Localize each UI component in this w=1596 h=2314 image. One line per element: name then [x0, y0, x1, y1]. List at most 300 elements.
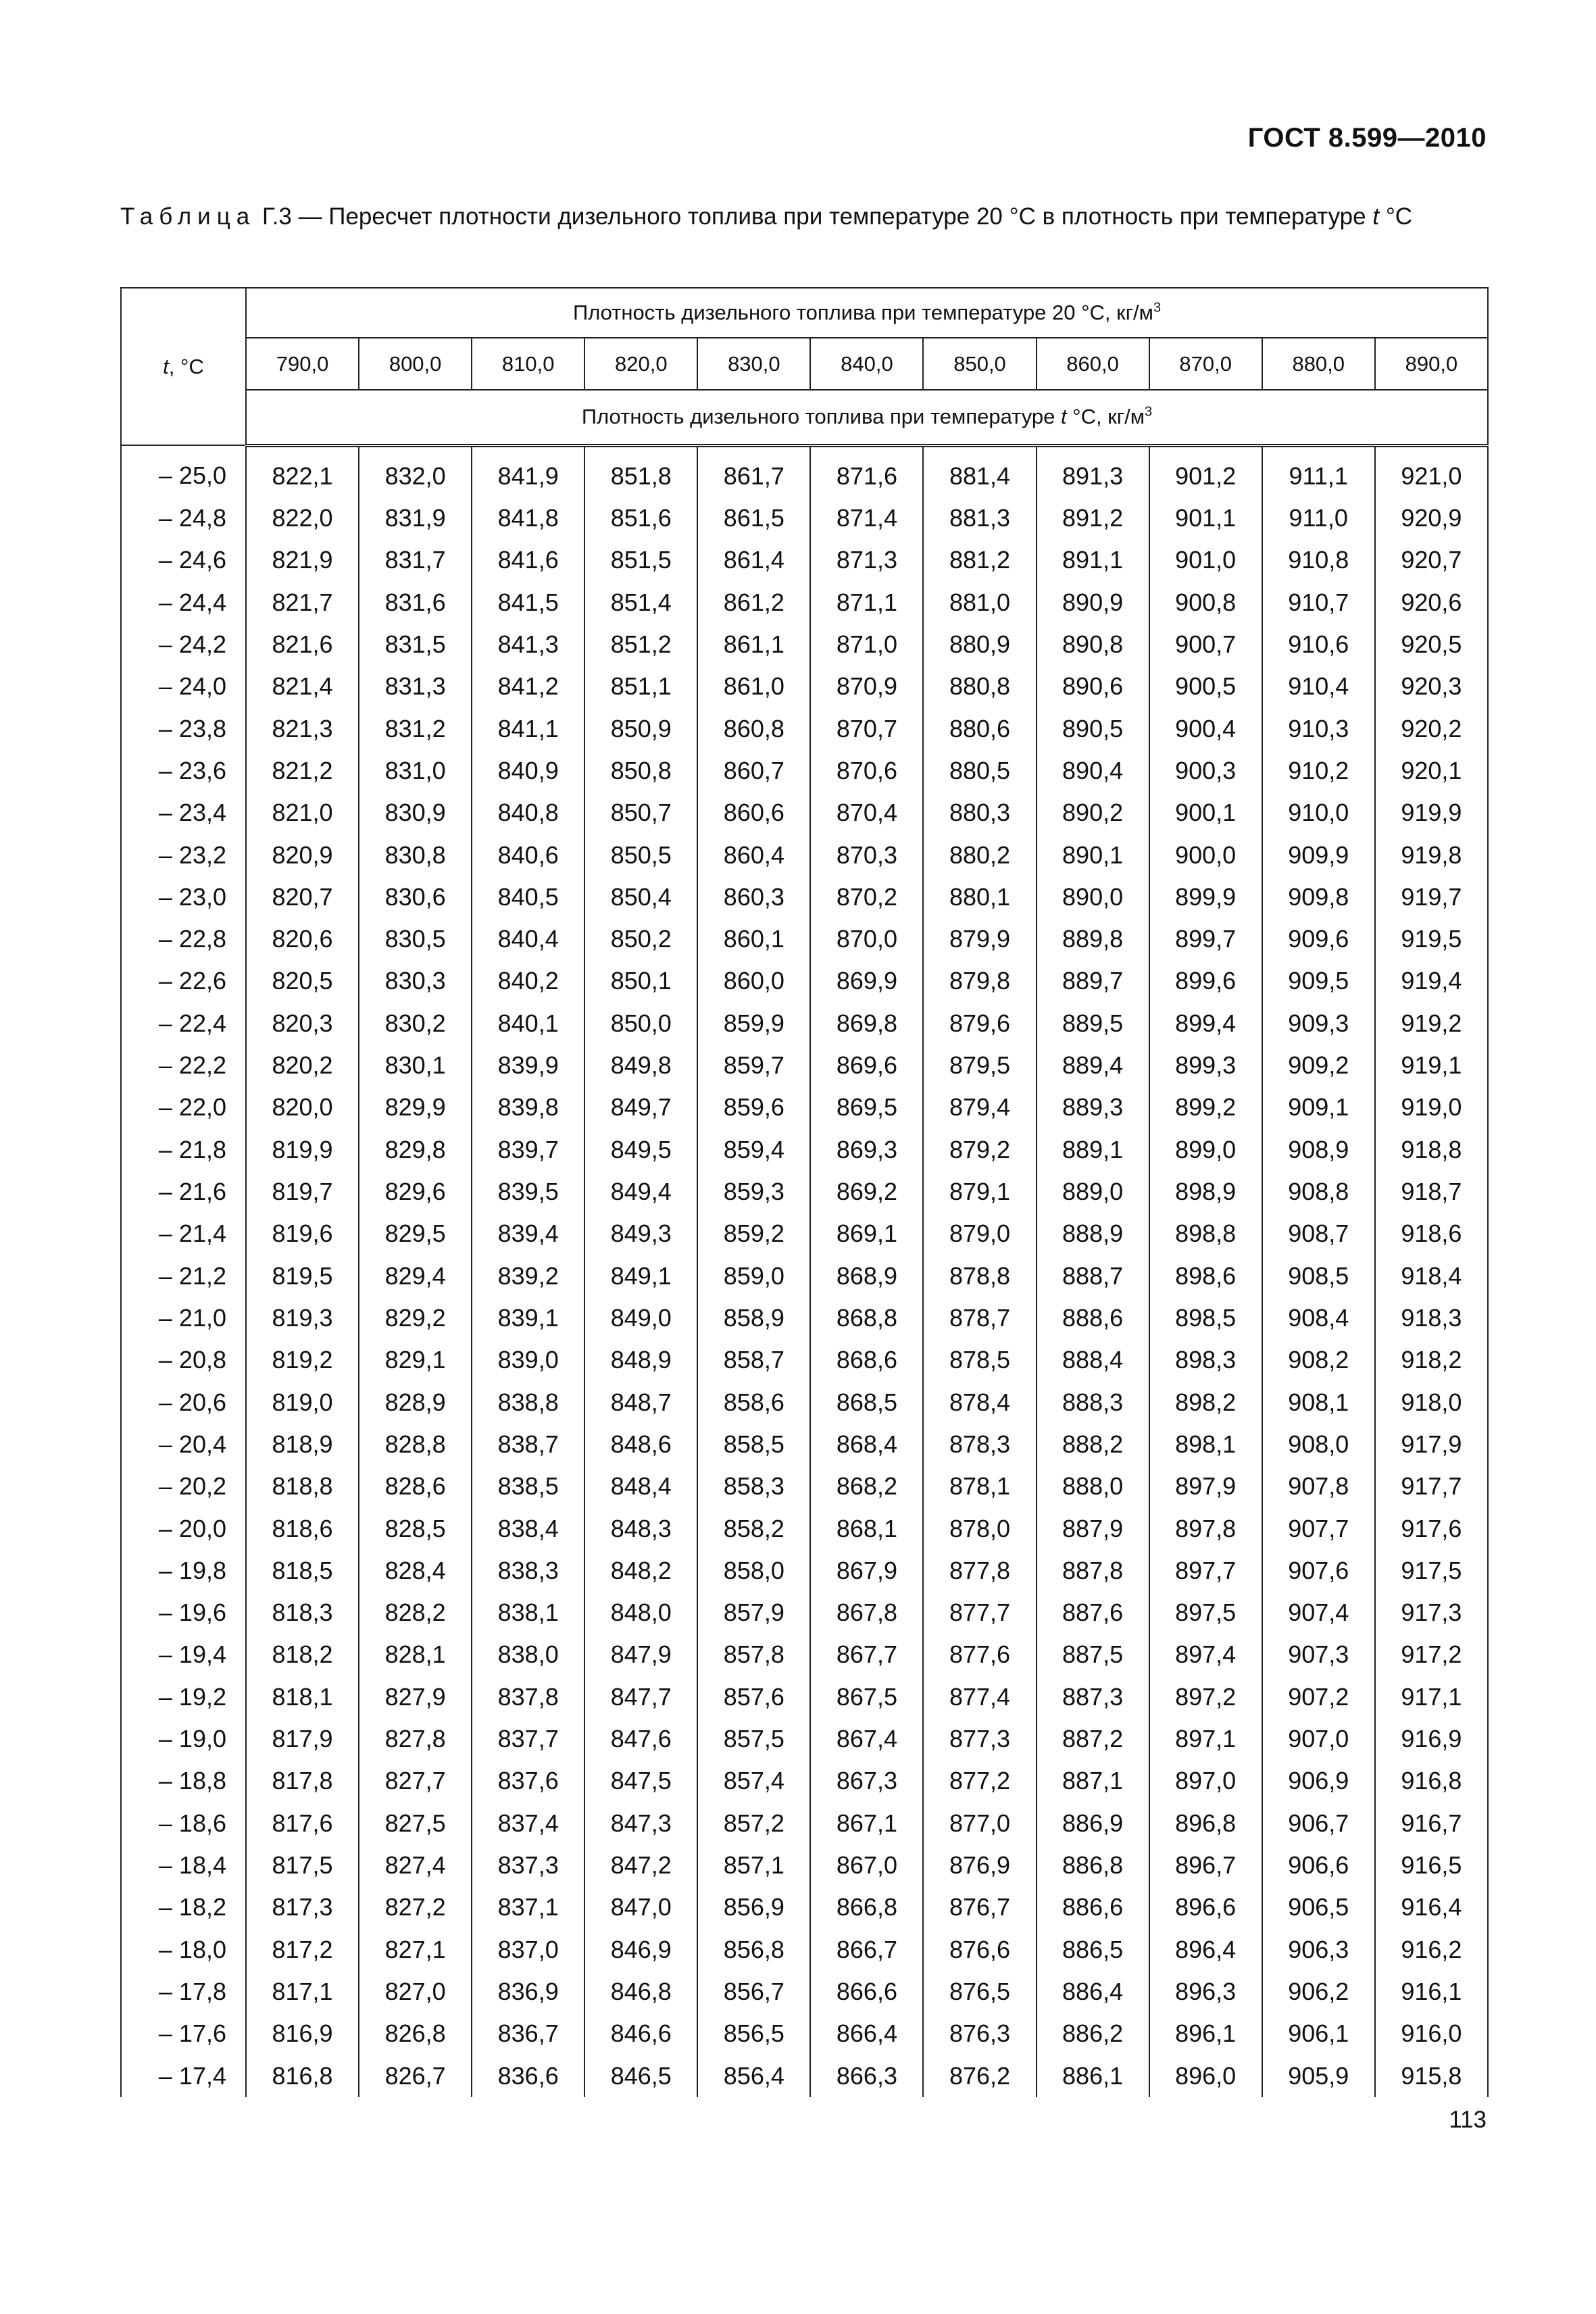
density-cell: 878,3 [923, 1424, 1036, 1465]
density-cell: 918,8 [1375, 1129, 1488, 1171]
density-cell: 878,5 [923, 1339, 1036, 1381]
temperature-cell: – 23,8 [121, 707, 246, 749]
density-column-header: 830,0 [697, 338, 810, 390]
density-cell: 891,3 [1037, 445, 1149, 497]
table-row [121, 1086, 1488, 1128]
density-cell: 828,9 [359, 1381, 472, 1423]
density-cell: 822,0 [246, 497, 359, 539]
density-cell: 899,0 [1149, 1129, 1262, 1171]
density-cell: 899,2 [1149, 1086, 1262, 1128]
density-cell: 890,6 [1037, 665, 1149, 707]
density-cell: 848,9 [584, 1339, 697, 1381]
density-cell: 817,1 [246, 1971, 359, 2013]
table-row [121, 960, 1488, 1002]
density-cell: 889,8 [1037, 918, 1149, 960]
density-cell: 850,7 [584, 792, 697, 834]
density-cell: 909,1 [1262, 1086, 1375, 1128]
density-20-header-exponent: 3 [1153, 300, 1162, 316]
density-cell: 841,3 [472, 624, 584, 665]
density-cell: 859,4 [697, 1129, 810, 1171]
density-cell: 898,9 [1149, 1171, 1262, 1213]
density-cell: 829,4 [359, 1255, 472, 1297]
density-cell: 910,4 [1262, 665, 1375, 707]
table-row [121, 445, 1488, 497]
density-cell: 907,7 [1262, 1507, 1375, 1549]
density-cell: 838,4 [472, 1507, 584, 1549]
density-cell: 839,2 [472, 1255, 584, 1297]
density-cell: 908,8 [1262, 1171, 1375, 1213]
density-column-header: 800,0 [359, 338, 472, 390]
density-cell: 890,9 [1037, 582, 1149, 624]
density-cell: 908,1 [1262, 1381, 1375, 1423]
density-cell: 879,2 [923, 1129, 1036, 1171]
density-column-header: 820,0 [584, 338, 697, 390]
density-cell: 907,3 [1262, 1634, 1375, 1676]
temperature-cell: – 21,8 [121, 1129, 246, 1171]
density-cell: 919,5 [1375, 918, 1488, 960]
table-row [121, 2013, 1488, 2055]
density-cell: 916,7 [1375, 1803, 1488, 1844]
density-cell: 877,4 [923, 1676, 1036, 1718]
density-cell: 840,8 [472, 792, 584, 834]
density-cell: 890,1 [1037, 834, 1149, 876]
density-cell: 919,7 [1375, 876, 1488, 918]
density-cell: 880,3 [923, 792, 1036, 834]
density-cell: 869,6 [810, 1045, 923, 1086]
density-cell: 910,6 [1262, 624, 1375, 665]
density-cell: 849,1 [584, 1255, 697, 1297]
density-cell: 827,0 [359, 1971, 472, 2013]
density-cell: 907,4 [1262, 1592, 1375, 1634]
density-cell: 817,3 [246, 1886, 359, 1928]
density-cell: 878,1 [923, 1465, 1036, 1507]
density-cell: 851,8 [584, 445, 697, 497]
density-cell: 830,9 [359, 792, 472, 834]
density-cell: 897,0 [1149, 1760, 1262, 1802]
density-cell: 870,6 [810, 750, 923, 792]
density-cell: 856,5 [697, 2013, 810, 2055]
density-cell: 856,7 [697, 1971, 810, 2013]
density-cell: 910,3 [1262, 707, 1375, 749]
density-cell: 820,2 [246, 1045, 359, 1086]
density-cell: 860,3 [697, 876, 810, 918]
density-cell: 887,5 [1037, 1634, 1149, 1676]
density-cell: 867,5 [810, 1676, 923, 1718]
density-cell: 821,6 [246, 624, 359, 665]
density-cell: 909,2 [1262, 1045, 1375, 1086]
density-cell: 837,7 [472, 1718, 584, 1760]
temperature-cell: – 21,2 [121, 1255, 246, 1297]
density-cell: 839,4 [472, 1213, 584, 1255]
density-cell: 859,0 [697, 1255, 810, 1297]
density-cell: 819,7 [246, 1171, 359, 1213]
density-cell: 898,5 [1149, 1297, 1262, 1339]
density-cell: 826,8 [359, 2013, 472, 2055]
density-cell: 839,9 [472, 1045, 584, 1086]
density-cell: 821,9 [246, 539, 359, 581]
density-cell: 888,2 [1037, 1424, 1149, 1465]
density-cell: 870,4 [810, 792, 923, 834]
density-cell: 850,8 [584, 750, 697, 792]
density-cell: 878,4 [923, 1381, 1036, 1423]
density-cell: 828,6 [359, 1465, 472, 1507]
density-cell: 909,3 [1262, 1003, 1375, 1045]
density-cell: 839,8 [472, 1086, 584, 1128]
density-cell: 839,1 [472, 1297, 584, 1339]
table-row [121, 1718, 1488, 1760]
density-cell: 906,3 [1262, 1929, 1375, 1971]
density-cell: 889,0 [1037, 1171, 1149, 1213]
density-cell: 871,3 [810, 539, 923, 581]
density-cell: 879,8 [923, 960, 1036, 1002]
density-cell: 896,3 [1149, 1971, 1262, 2013]
density-cell: 817,9 [246, 1718, 359, 1760]
density-cell: 820,9 [246, 834, 359, 876]
density-cell: 850,0 [584, 1003, 697, 1045]
density-cell: 841,9 [472, 445, 584, 497]
density-cell: 918,6 [1375, 1213, 1488, 1255]
density-cell: 888,0 [1037, 1465, 1149, 1507]
density-column-header: 890,0 [1375, 338, 1488, 390]
density-cell: 868,5 [810, 1381, 923, 1423]
density-cell: 840,2 [472, 960, 584, 1002]
density-cell: 839,7 [472, 1129, 584, 1171]
density-column-header: 880,0 [1262, 338, 1375, 390]
density-cell: 877,7 [923, 1592, 1036, 1634]
density-cell: 840,4 [472, 918, 584, 960]
density-cell: 849,0 [584, 1297, 697, 1339]
density-cell: 861,7 [697, 445, 810, 497]
density-cell: 820,3 [246, 1003, 359, 1045]
table-row [121, 1760, 1488, 1802]
density-cell: 886,2 [1037, 2013, 1149, 2055]
table-row [121, 1381, 1488, 1423]
density-cell: 878,7 [923, 1297, 1036, 1339]
density-cell: 870,3 [810, 834, 923, 876]
density-cell: 897,8 [1149, 1507, 1262, 1549]
temperature-cell: – 20,0 [121, 1507, 246, 1549]
density-cell: 877,3 [923, 1718, 1036, 1760]
temperature-cell: – 22,4 [121, 1003, 246, 1045]
table-row [121, 1255, 1488, 1297]
density-cell: 821,4 [246, 665, 359, 707]
table-row [121, 1803, 1488, 1844]
density-cell: 886,5 [1037, 1929, 1149, 1971]
density-cell: 889,1 [1037, 1129, 1149, 1171]
density-cell: 899,7 [1149, 918, 1262, 960]
table-row [121, 1339, 1488, 1381]
density-cell: 906,9 [1262, 1760, 1375, 1802]
density-cell: 877,0 [923, 1803, 1036, 1844]
density-cell: 891,1 [1037, 539, 1149, 581]
density-column-headers [121, 338, 1488, 390]
density-cell: 907,2 [1262, 1676, 1375, 1718]
density-cell: 850,1 [584, 960, 697, 1002]
density-cell: 839,0 [472, 1339, 584, 1381]
density-cell: 858,2 [697, 1507, 810, 1549]
density-cell: 849,3 [584, 1213, 697, 1255]
density-cell: 821,3 [246, 707, 359, 749]
density-cell: 818,9 [246, 1424, 359, 1465]
density-column-header: 870,0 [1149, 338, 1262, 390]
density-cell: 920,6 [1375, 582, 1488, 624]
density-cell: 921,0 [1375, 445, 1488, 497]
temperature-cell: – 22,2 [121, 1045, 246, 1086]
table-row [121, 1886, 1488, 1928]
density-cell: 920,9 [1375, 497, 1488, 539]
density-cell: 880,6 [923, 707, 1036, 749]
density-t-header-exponent: 3 [1145, 404, 1153, 420]
density-cell: 851,4 [584, 582, 697, 624]
density-cell: 858,6 [697, 1381, 810, 1423]
table-row [121, 1507, 1488, 1549]
density-cell: 917,1 [1375, 1676, 1488, 1718]
density-cell: 827,9 [359, 1676, 472, 1718]
density-cell: 886,9 [1037, 1803, 1149, 1844]
temperature-cell: – 23,0 [121, 876, 246, 918]
density-cell: 827,2 [359, 1886, 472, 1928]
density-cell: 880,8 [923, 665, 1036, 707]
density-cell: 830,6 [359, 876, 472, 918]
density-cell: 887,1 [1037, 1760, 1149, 1802]
density-cell: 830,8 [359, 834, 472, 876]
table-row [121, 1676, 1488, 1718]
density-cell: 849,4 [584, 1171, 697, 1213]
table-row [121, 1003, 1488, 1045]
density-cell: 896,0 [1149, 2055, 1262, 2097]
density-cell: 866,6 [810, 1971, 923, 2013]
density-cell: 857,6 [697, 1676, 810, 1718]
density-cell: 887,2 [1037, 1718, 1149, 1760]
density-cell: 846,8 [584, 1971, 697, 2013]
density-cell: 916,9 [1375, 1718, 1488, 1760]
density-cell: 918,3 [1375, 1297, 1488, 1339]
temperature-cell: – 24,2 [121, 624, 246, 665]
density-cell: 851,2 [584, 624, 697, 665]
density-cell: 868,4 [810, 1424, 923, 1465]
density-cell: 889,4 [1037, 1045, 1149, 1086]
temperature-cell: – 22,8 [121, 918, 246, 960]
table-row [121, 1045, 1488, 1086]
density-cell: 857,9 [697, 1592, 810, 1634]
density-cell: 897,1 [1149, 1718, 1262, 1760]
density-cell: 900,0 [1149, 834, 1262, 876]
density-cell: 850,5 [584, 834, 697, 876]
table-row [121, 876, 1488, 918]
density-cell: 919,8 [1375, 834, 1488, 876]
density-cell: 867,7 [810, 1634, 923, 1676]
density-cell: 817,8 [246, 1760, 359, 1802]
density-cell: 828,2 [359, 1592, 472, 1634]
temperature-cell: – 19,2 [121, 1676, 246, 1718]
density-cell: 919,2 [1375, 1003, 1488, 1045]
table-row [121, 1213, 1488, 1255]
density-cell: 821,0 [246, 792, 359, 834]
density-cell: 899,9 [1149, 876, 1262, 918]
density-cell: 876,2 [923, 2055, 1036, 2097]
density-cell: 871,4 [810, 497, 923, 539]
density-cell: 868,1 [810, 1507, 923, 1549]
temperature-cell: – 19,6 [121, 1592, 246, 1634]
density-cell: 847,9 [584, 1634, 697, 1676]
table-row [121, 1844, 1488, 1886]
density-cell: 849,5 [584, 1129, 697, 1171]
density-cell: 890,5 [1037, 707, 1149, 749]
density-cell: 910,8 [1262, 539, 1375, 581]
density-t-header [246, 390, 1488, 445]
density-cell: 821,2 [246, 750, 359, 792]
density-cell: 886,4 [1037, 1971, 1149, 2013]
density-cell: 848,3 [584, 1507, 697, 1549]
density-cell: 818,2 [246, 1634, 359, 1676]
density-cell: 869,3 [810, 1129, 923, 1171]
density-cell: 888,7 [1037, 1255, 1149, 1297]
density-cell: 890,2 [1037, 792, 1149, 834]
density-cell: 827,1 [359, 1929, 472, 1971]
density-cell: 890,0 [1037, 876, 1149, 918]
temperature-cell: – 21,0 [121, 1297, 246, 1339]
density-cell: 869,2 [810, 1171, 923, 1213]
density-cell: 888,9 [1037, 1213, 1149, 1255]
density-cell: 831,0 [359, 750, 472, 792]
temperature-header-unit: , °С [168, 354, 204, 378]
density-cell: 867,3 [810, 1760, 923, 1802]
density-cell: 908,4 [1262, 1297, 1375, 1339]
density-cell: 897,9 [1149, 1465, 1262, 1507]
density-cell: 879,6 [923, 1003, 1036, 1045]
density-cell: 858,0 [697, 1550, 810, 1592]
density-cell: 890,4 [1037, 750, 1149, 792]
density-cell: 888,3 [1037, 1381, 1149, 1423]
density-cell: 847,3 [584, 1803, 697, 1844]
temperature-cell: – 18,2 [121, 1886, 246, 1928]
density-cell: 879,1 [923, 1171, 1036, 1213]
density-cell: 896,8 [1149, 1803, 1262, 1844]
density-cell: 861,5 [697, 497, 810, 539]
density-cell: 910,0 [1262, 792, 1375, 834]
table-row [121, 1129, 1488, 1171]
density-cell: 847,2 [584, 1844, 697, 1886]
density-cell: 818,6 [246, 1507, 359, 1549]
density-cell: 831,5 [359, 624, 472, 665]
density-t-header-variable: t [1060, 405, 1067, 429]
density-cell: 828,5 [359, 1507, 472, 1549]
density-cell: 906,2 [1262, 1971, 1375, 2013]
density-cell: 827,7 [359, 1760, 472, 1802]
density-cell: 850,4 [584, 876, 697, 918]
density-cell: 819,3 [246, 1297, 359, 1339]
table-row [121, 497, 1488, 539]
density-cell: 859,7 [697, 1045, 810, 1086]
density-cell: 858,5 [697, 1424, 810, 1465]
density-cell: 878,0 [923, 1507, 1036, 1549]
density-cell: 917,7 [1375, 1465, 1488, 1507]
density-cell: 859,9 [697, 1003, 810, 1045]
density-cell: 907,0 [1262, 1718, 1375, 1760]
density-cell: 896,4 [1149, 1929, 1262, 1971]
density-cell: 908,0 [1262, 1424, 1375, 1465]
caption-number: Г.3 [261, 203, 292, 230]
density-20-header [246, 288, 1488, 338]
caption-unit: °С [1385, 203, 1413, 230]
density-cell: 858,7 [697, 1339, 810, 1381]
density-cell: 920,2 [1375, 707, 1488, 749]
density-cell: 850,2 [584, 918, 697, 960]
density-cell: 830,2 [359, 1003, 472, 1045]
density-cell: 879,0 [923, 1213, 1036, 1255]
density-cell: 908,9 [1262, 1129, 1375, 1171]
density-cell: 867,1 [810, 1803, 923, 1844]
page-number: 113 [1449, 2107, 1487, 2133]
density-cell: 909,5 [1262, 960, 1375, 1002]
table-row [121, 1297, 1488, 1339]
density-cell: 900,5 [1149, 665, 1262, 707]
density-cell: 876,9 [923, 1844, 1036, 1886]
density-cell: 880,9 [923, 624, 1036, 665]
density-cell: 851,6 [584, 497, 697, 539]
density-cell: 860,8 [697, 707, 810, 749]
table-row [121, 1171, 1488, 1213]
density-cell: 831,7 [359, 539, 472, 581]
density-cell: 821,7 [246, 582, 359, 624]
density-cell: 899,6 [1149, 960, 1262, 1002]
density-cell: 837,4 [472, 1803, 584, 1844]
density-cell: 897,4 [1149, 1634, 1262, 1676]
density-cell: 866,3 [810, 2055, 923, 2097]
density-cell: 871,6 [810, 445, 923, 497]
density-cell: 910,2 [1262, 750, 1375, 792]
density-cell: 919,1 [1375, 1045, 1488, 1086]
density-cell: 817,5 [246, 1844, 359, 1886]
density-column-header: 850,0 [923, 338, 1036, 390]
density-cell: 905,9 [1262, 2055, 1375, 2097]
density-cell: 906,7 [1262, 1803, 1375, 1844]
density-cell: 856,9 [697, 1886, 810, 1928]
temperature-cell: – 22,0 [121, 1086, 246, 1128]
density-cell: 829,8 [359, 1129, 472, 1171]
temperature-cell: – 20,4 [121, 1424, 246, 1465]
density-column-header: 840,0 [810, 338, 923, 390]
table-body [121, 445, 1488, 2097]
density-cell: 867,9 [810, 1550, 923, 1592]
density-cell: 870,7 [810, 707, 923, 749]
temperature-cell: – 17,8 [121, 1971, 246, 2013]
density-cell: 871,1 [810, 582, 923, 624]
density-cell: 900,7 [1149, 624, 1262, 665]
density-cell: 867,8 [810, 1592, 923, 1634]
table-row [121, 1465, 1488, 1507]
temperature-cell: – 19,0 [121, 1718, 246, 1760]
density-cell: 916,1 [1375, 1971, 1488, 2013]
density-cell: 889,3 [1037, 1086, 1149, 1128]
density-cell: 887,3 [1037, 1676, 1149, 1718]
density-cell: 887,9 [1037, 1507, 1149, 1549]
caption-label: Таблица [120, 203, 256, 230]
density-cell: 836,7 [472, 2013, 584, 2055]
density-cell: 877,8 [923, 1550, 1036, 1592]
density-cell: 917,9 [1375, 1424, 1488, 1465]
density-cell: 861,2 [697, 582, 810, 624]
density-cell: 869,8 [810, 1003, 923, 1045]
density-cell: 816,9 [246, 2013, 359, 2055]
density-cell: 908,2 [1262, 1339, 1375, 1381]
density-cell: 898,8 [1149, 1213, 1262, 1255]
density-cell: 828,8 [359, 1424, 472, 1465]
temperature-cell: – 18,0 [121, 1929, 246, 1971]
density-cell: 820,7 [246, 876, 359, 918]
density-cell: 917,2 [1375, 1634, 1488, 1676]
density-cell: 878,8 [923, 1255, 1036, 1297]
